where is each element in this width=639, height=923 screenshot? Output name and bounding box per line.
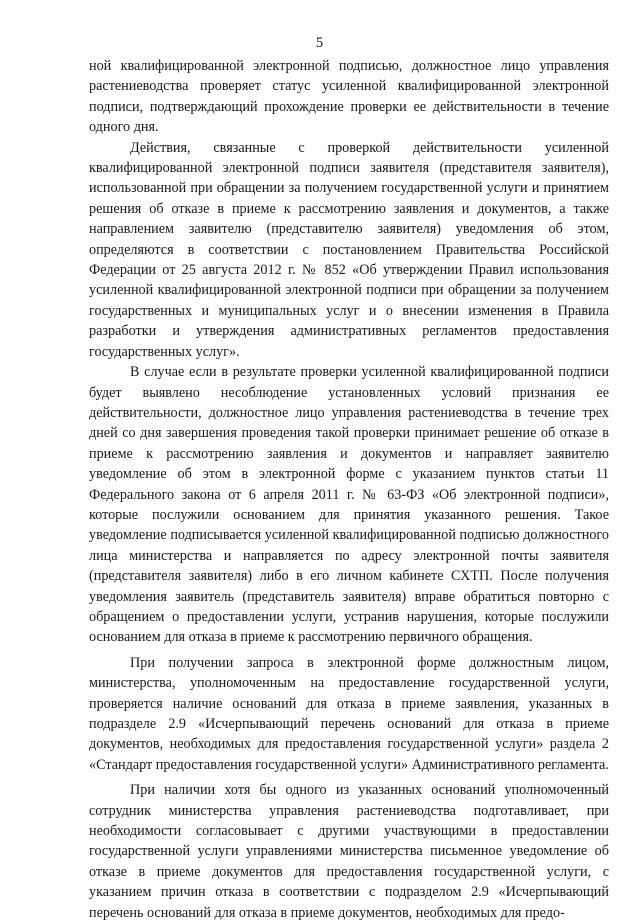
paragraph-signature-verification: Действия, связанные с проверкой действительности усиленной квалифицированной электронной подписи заявителя (представителя заявителя), использованной при обращении за получением государственной услуги и принятием решения об отказе в приеме к рассмотрению заявления и документов, а также направлением заявителю (представителю заявителя) уведомления об этом, определяются в соответствии с постановлением Правительства Российской Федерации от 25 августа 2012 г. № 852 «Об утверждении Правил использования усиленной квалифицированной электронной подписи при обращении за получением государственных и муниципальных услуг и о внесении изменения в Правила разработки и утверждения административных регламентов предоставления государственных услуг». — [89, 139, 609, 360]
page-number: 5 — [315, 35, 324, 51]
document-body — [89, 56, 609, 923]
paragraph-verification-failure: В случае если в результате проверки усиленной квалифицированной подписи будет выявлено несоблюдение установленных условий признания ее действительности, должностное лицо управления растениеводства в течение трех дней со дня завершения проведения такой проверки принимает решение об отказе в приеме к рассмотрению заявления и документов и направляет заявителю уведомление об этом в электронной форме с указанием пунктов статьи 11 Федерального закона от 6 апреля 2011 г. № 63-ФЗ «Об электронной подписи», которые послужили основанием для принятия указанного решения. Такое уведомление подписывается усиленной квалифицированной подписью должностного лица министерства и направляется по адресу электронной почты заявителя (представителя заявителя) либо в его личном кабинете СХТП. После получения уведомления заявитель (представитель заявителя) вправе обратиться повторно с обращением о предоставлении услуги, устранив нарушения, которые послужили основанием для отказа в приеме к рассмотрению первичного обращения. — [89, 364, 609, 646]
paragraph-request-processing: При получении запроса в электронной форме должностным лицом, министерства, уполномоченным на предоставление государственной услуги, проверяется наличие оснований для отказа в приеме заявления, указанных в подразделе 2.9 «Исчерпывающий перечень оснований для отказа в приеме документов, необходимых для предоставления государственной услуги» раздела 2 «Стандарт предоставления государственной услуги» Административного регламента. — [89, 654, 609, 773]
paragraph-continuation: ной квалифицированной электронной подписью, должностное лицо управления растениеводства проверяет статус усиленной квалифицированной электронной подписи, подтверждающий прохождение проверки ее действительности в течение одного дня. — [89, 58, 609, 136]
paragraph-refusal-notice: При наличии хотя бы одного из указанных оснований уполномоченный сотрудник министерства управления растениеводства подготавливает, при необходимости согласовывает с другими участвующими в предоставлении государственной услуги управлениями министерства письменное уведомление об отказе в приеме документов для предоставления государственной услуги, с указанием причин отказа в соответствии с подразделом 2.9 «Исчерпывающий перечень оснований для отказа в приеме документов, необходимых для предо- — [89, 782, 609, 921]
